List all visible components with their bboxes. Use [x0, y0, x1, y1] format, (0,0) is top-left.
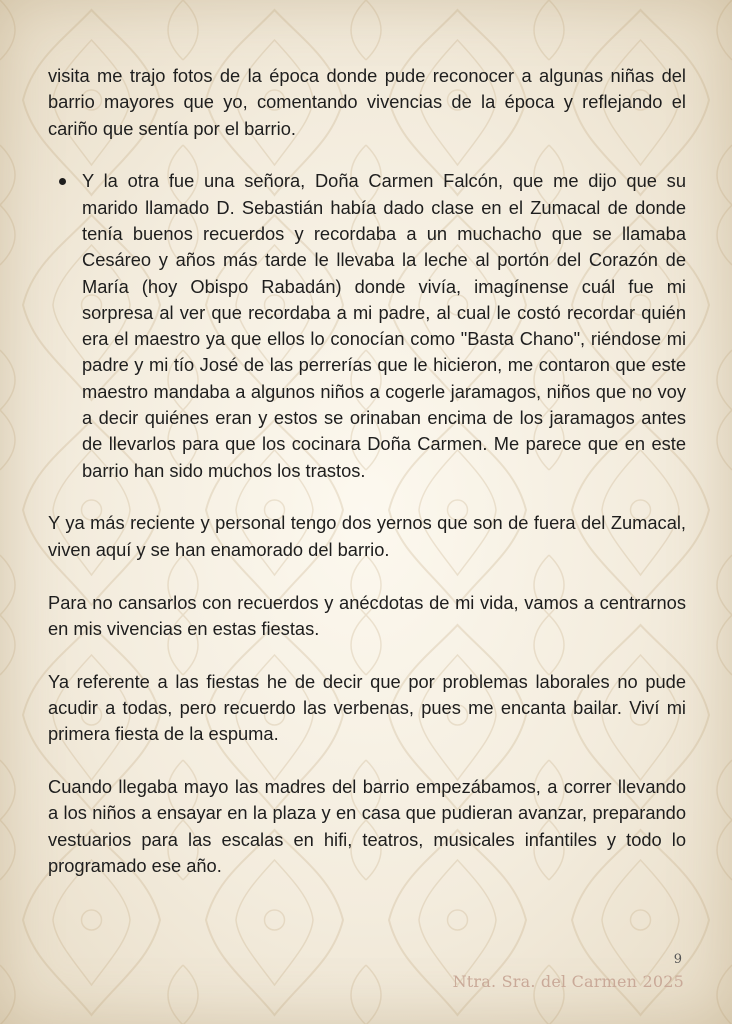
- paragraph: Cuando llegaba mayo las madres del barrio empezábamos, a correr llevando a los niños a ensayar en la plaza y en casa que pudieran avanzar, preparando vestuarios para las escalas en hifi, teatros, musicales infantiles y todo lo programado ese año.: [48, 776, 686, 876]
- paragraph: Para no cansarlos con recuerdos y anécdotas de mi vida, vamos a centrarnos en mis vivencias en estas fiestas.: [48, 591, 686, 639]
- paragraph-spacer: [48, 563, 686, 590]
- intro-paragraph: visita me trajo fotos de la época donde pude reconocer a algunas niñas del barrio mayores que yo, comentando vivencias de la época y reflejando el cariño que sentía por el barrio.: [48, 65, 686, 139]
- page-number: 9: [673, 952, 682, 967]
- paragraph-spacer: [48, 484, 686, 511]
- paragraph: Ya referente a las fiestas he de decir que por problemas laborales no pude acudir a todas, pero recuerdo las verbenas, pues me encanta bailar. Viví mi primera fiesta de la espuma.: [48, 670, 686, 745]
- paragraph-spacer: [48, 642, 686, 669]
- paragraph: Y ya más reciente y personal tengo dos yernos que son de fuera del Zumacal, viven aquí y se han enamorado del barrio.: [48, 512, 686, 560]
- paragraph-spacer: [48, 748, 686, 775]
- paragraph-spacer: [48, 142, 686, 169]
- list-item: [48, 168, 686, 484]
- bullet-text: Y la otra fue una señora, Doña Carmen Falcón, que me dijo que su marido llamado D. Sebastián había dado clase en el Zumacal de donde tenía buenos recuerdos y recordaba a un muchacho que se llamaba Cesáreo y años más tarde le llevaba la leche al portón del Corazón de María (hoy Obispo Rabadán) donde vivía, imagínense cuál fue mi sorpresa al ver que recordaba a mi padre, al cual le costó recordar quién era el maestro ya que ellos lo conocían como "Basta Chano", riéndose mi padre y mi tío José de las perrerías que le hicieron, me contaron que este maestro mandaba a algunos niños a cogerle jaramagos, niños que no voy a decir quiénes eran y estos se orinaban encima de los jaramagos antes de llevarlos para que los cocinara Doña Carmen. Me parece que en este barrio han sido muchos los trastos.: [82, 170, 686, 481]
- bullet-icon: [59, 178, 66, 185]
- bullet-list: [48, 168, 686, 484]
- body-text: [48, 63, 686, 879]
- footer-title: Ntra. Sra. del Carmen 2025: [452, 972, 684, 991]
